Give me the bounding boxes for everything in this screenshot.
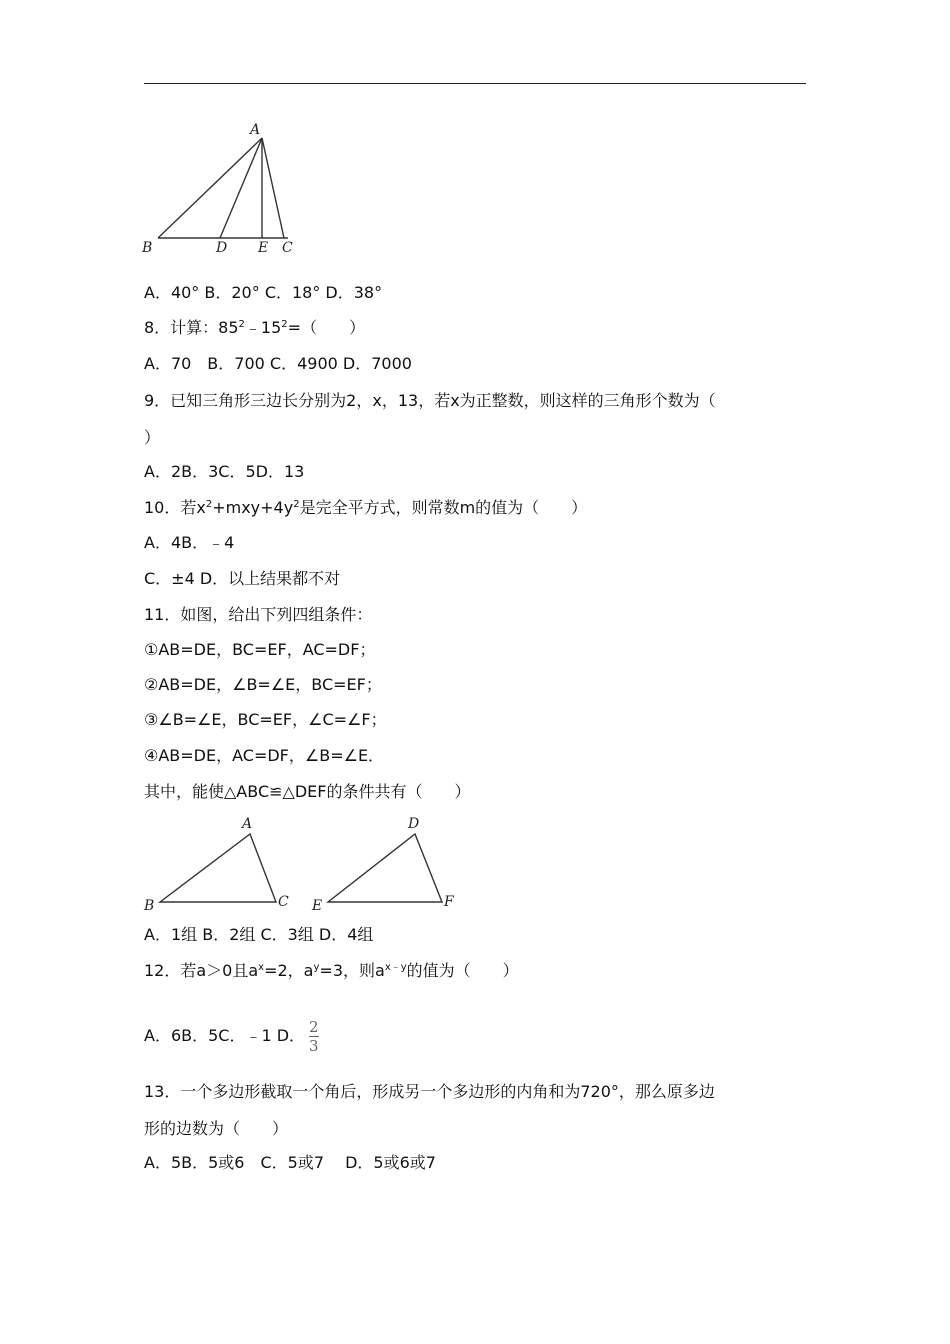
vertex-label-a: A — [250, 122, 261, 138]
q8-stem — [144, 317, 365, 339]
q13-stem-line2: 形的边数为（ ） — [144, 1119, 289, 1138]
header-rule — [144, 83, 806, 84]
figure-two-triangles — [140, 812, 465, 914]
q9-options: A．2B．3C．5D．13 — [144, 462, 305, 481]
q11-condition-3: ③∠B=∠E，BC=EF，∠C=∠F； — [144, 710, 387, 729]
vertex-label-d: D — [216, 240, 228, 256]
vertex-label-c: C — [282, 240, 293, 256]
q8-exp2: 2 — [281, 319, 288, 330]
q10-exp1: 2 — [205, 499, 213, 510]
q8-suffix: =（ ） — [287, 318, 366, 337]
vertex-label-f2: F — [444, 894, 454, 910]
vertex-label-b: B — [142, 240, 153, 256]
q12-fraction — [309, 1019, 319, 1054]
vertex-label-e: E — [258, 240, 269, 256]
vertex-label-e2: E — [312, 898, 323, 914]
q8-prefix: 8．计算：85 — [144, 318, 239, 337]
q10-options-1: A．4B．﹣4 — [144, 533, 235, 552]
q12-options-text: A．6B．5C．﹣1 D． — [144, 1026, 306, 1045]
q12-stem — [144, 960, 519, 982]
q11-condition-2: ②AB=DE，∠B=∠E，BC=EF； — [144, 675, 382, 694]
q12-suffix: 的值为（ ） — [406, 961, 519, 980]
q12-prefix: 12．若a＞0且a — [144, 961, 259, 980]
q12-fraction-denominator: 3 — [309, 1037, 319, 1055]
q8-exp1: 2 — [238, 319, 245, 330]
q8-mid: ﹣15 — [244, 318, 282, 337]
q12-exp1: x — [258, 962, 265, 973]
q8-options: A．70 B．700 C．4900 D．7000 — [144, 354, 412, 373]
q12-mid2: =3，则a — [319, 961, 385, 980]
q12-mid1: =2，a — [264, 961, 314, 980]
q12-exp3: x﹣y — [384, 962, 407, 973]
vertex-label-d2: D — [408, 816, 420, 832]
vertex-label-c2: C — [278, 894, 289, 910]
q11-condition-1: ①AB=DE，BC=EF，AC=DF； — [144, 640, 376, 659]
q12-exp2: y — [313, 962, 320, 973]
q11-condition-4: ④AB=DE，AC=DF，∠B=∠E． — [144, 746, 385, 765]
q11-options: A．1组 B．2组 C．3组 D．4组 — [144, 925, 374, 944]
q13-options: A．5B．5或6 C．5或7 D．5或6或7 — [144, 1153, 436, 1172]
q11-question: 其中，能使△ABC≌△DEF的条件共有（ ） — [144, 782, 471, 801]
q12-fraction-numerator: 2 — [309, 1018, 319, 1036]
vertex-label-b2: B — [144, 898, 155, 914]
figure-triangle-abc — [140, 118, 300, 258]
q11-stem: 11．如图，给出下列四组条件： — [144, 605, 373, 624]
q10-options-2: C．±4 D．以上结果都不对 — [144, 569, 341, 588]
q13-stem-line1: 13．一个多边形截取一个角后，形成另一个多边形的内角和为720°，那么原多边 — [144, 1082, 715, 1101]
q7-options: A．40° B．20° C．18° D．38° — [144, 283, 383, 302]
q10-prefix: 10．若x — [144, 498, 206, 517]
q9-stem-line2: ） — [144, 428, 161, 447]
q10-exp2: 2 — [293, 499, 300, 510]
q10-suffix: 是完全平方式，则常数m的值为（ ） — [299, 498, 588, 517]
q10-stem — [144, 497, 587, 519]
q9-stem-line1: 9．已知三角形三边长分别为2，x，13，若x为正整数，则这样的三角形个数为（ — [144, 391, 716, 410]
q10-mid: +mxy+4y — [212, 498, 294, 517]
vertex-label-a2: A — [242, 816, 253, 832]
q12-options — [144, 1019, 319, 1054]
